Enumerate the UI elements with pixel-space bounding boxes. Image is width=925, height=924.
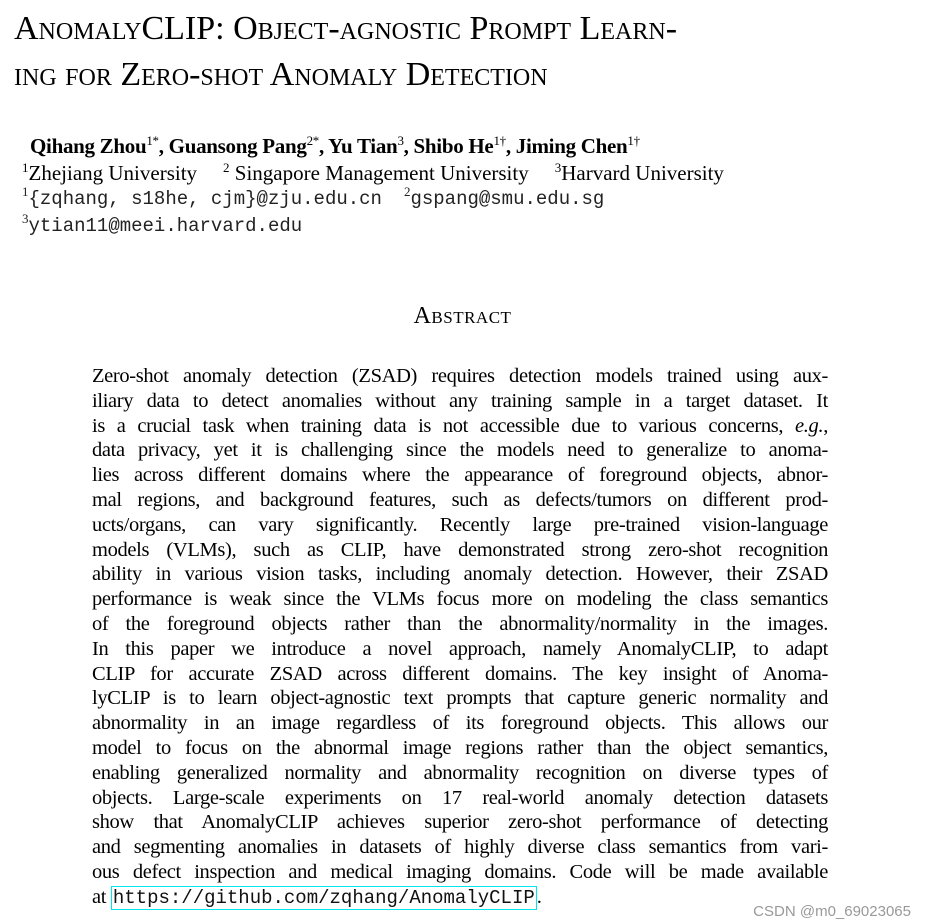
author-mark: 2* [306, 133, 319, 148]
abstract-line-final [92, 885, 828, 910]
email-mark: 3 [22, 211, 29, 226]
affiliations [22, 160, 724, 186]
abstract-line: data privacy, yet it is challenging since the models need to generalize to anoma- [92, 439, 828, 462]
email: {zqhang, s18he, cjm}@zju.edu.cn [28, 188, 382, 210]
abstract-line: CLIP for accurate ZSAD across different domains. The key insight of Anoma- [92, 662, 828, 685]
abstract-line: Zero-shot anomaly detection (ZSAD) requires detection models trained using aux- [92, 365, 828, 387]
author-name: Qihang Zhou [30, 134, 147, 158]
abstract-line: objects. Large-scale experiments on 17 real-world anomaly detection datasets [92, 786, 828, 809]
author-mark: 1† [493, 133, 506, 148]
abstract-line: show that AnomalyCLIP achieves superior zero-shot performance of detecting [92, 811, 828, 834]
email: ytian11@meei.harvard.edu [28, 215, 303, 237]
abstract-line: model to focus on the abnormal image regions rather than the object semantics, [92, 736, 828, 759]
author-mark: 3 [397, 133, 404, 148]
affiliation-mark: 2 [223, 160, 230, 175]
author-name: Shibo He [413, 134, 494, 158]
abstract-line: ous defect inspection and medical imaging domains. Code will be made available [92, 860, 828, 883]
abstract-final-suffix: . [536, 885, 542, 908]
abstract-line: and segmenting anomalies in datasets of highly diverse class semantics from vari- [92, 836, 828, 859]
abstract-line: ability in various vision tasks, including anomaly detection. However, their ZSAD [92, 563, 828, 586]
abstract-line: lies across different domains where the appearance of foreground objects, abnor- [92, 464, 828, 487]
email-line-2 [22, 213, 302, 239]
author-name: Jiming Chen [515, 134, 628, 158]
affiliation-mark: 3 [554, 160, 562, 175]
email-mark: 1 [22, 184, 29, 199]
abstract-line: models (VLMs), such as CLIP, have demonstrated strong zero-shot recognition [92, 538, 828, 561]
abstract-eg: e.g. [795, 414, 824, 437]
abstract-line: iliary data to detect anomalies without any training sample in a target dataset. It [92, 389, 828, 412]
abstract-line: mal regions, and background features, such as defects/tumors on different prod- [92, 488, 828, 511]
email-mark: 2 [403, 184, 411, 199]
abstract-line: of the foreground objects rather than the abnormality/normality in the images. [92, 612, 828, 635]
author-list: Qihang Zhou$^{1*}$, Guansong Pang$^{2*}$, Yu Tian$^3$, Shibo $He^{1\dagger}$, Jiming Chen$^{1\dagger}$ [30, 133, 640, 158]
author-name: Yu Tian [328, 134, 398, 158]
abstract-line: abnormality in an image regardless of its foreground objects. This allows our [92, 712, 828, 735]
abstract-line [92, 414, 828, 439]
paper-title [14, 6, 919, 98]
watermark: CSDN @m0_69023065 [753, 903, 911, 920]
email-line-1 [22, 186, 604, 212]
abstract-line: enabling generalized normality and abnormality recognition on diverse types of [92, 761, 828, 784]
abstract-line-text: is a crucial task when training data is not accessible due to various concerns, [92, 414, 796, 437]
email: gspang@smu.edu.sg [410, 188, 605, 210]
abstract-line: lyCLIP is to learn object-agnostic text prompts that capture generic normality and [92, 687, 828, 710]
affiliation-name: Zhejiang University [28, 161, 198, 185]
abstract-line: ucts/organs, can vary significantly. Recently large pre-trained vision-language [92, 513, 828, 536]
affiliation-name: Harvard University [561, 161, 724, 185]
affiliation-mark: 1 [22, 160, 29, 175]
author-mark: 1* [146, 133, 159, 148]
author-mark: 1† [627, 133, 640, 148]
abstract-body [92, 364, 828, 910]
affiliation-name: Singapore Management University [229, 161, 529, 185]
abstract-final-prefix: at [92, 885, 111, 908]
title-line-1: AnomalyCLIP: Object-agnostic Prompt Learn- [14, 10, 678, 47]
title-line-2: ing for Zero-shot Anomaly Detection [14, 56, 548, 93]
abstract-heading: Abstract [413, 303, 512, 329]
author-name: Guansong Pang [168, 134, 307, 158]
abstract-line: performance is weak since the VLMs focus more on modeling the class semantics [92, 588, 828, 611]
code-link[interactable]: https://github.com/zqhang/AnomalyCLIP [112, 886, 535, 909]
abstract-line: In this paper we introduce a novel approach, namely AnomalyCLIP, to adapt [92, 637, 828, 660]
abstract-eg-suffix: , [823, 414, 828, 437]
